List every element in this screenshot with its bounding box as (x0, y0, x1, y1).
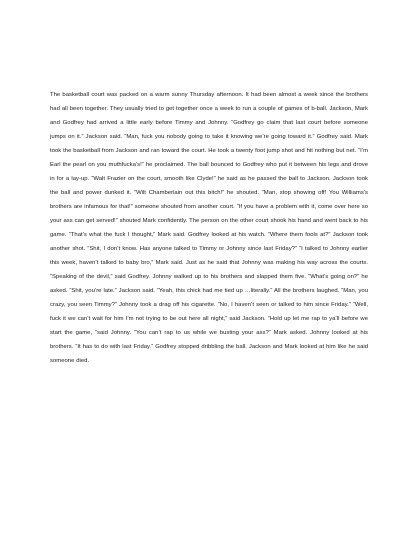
story-paragraph: The basketball court was packed on a warm sunny Thursday afternoon. It had been almost a week since the brothers had all been together. They usually tried to get together once a week to run a couple of games of b-ball. Jackson, Mark and Godfrey had arrived a little early before Timmy and Johnny. “Godfrey go claim that last court before someone jumps on it.” Jackson said. “Man, fuck you nobody going to take it knowing we’re going toward it.” Godfrey said. Mark took the basketball from Jackson and ran toward the court. He took a twenty foot jump shot and hit nothing but net. “I’m Earl the pearl on you muthfucka’s!” he proclaimed. The ball bounced to Godfrey who put it between his legs and drove in for a lay-up. “Walt Frazier on the court, smooth like Clyde!” he said as he passed the ball to Jackson. Jackson took the ball and power dunked it. “Wilt Chamberlain out this bitch!” he shouted. “Man, stop showing off! You Williams’s brothers are infamous for that!” someone shouted from another court. “If you have a problem with it, come over here so your ass can get served!” shouted Mark confidently. The person on the other court shook his hand and went back to his game. “That’s what the fuck I thought,” Mark said. Godfrey looked at his watch. “Where them fools at?” Jackson took another shot. “Shit, I don’t know. Has anyone talked to Timmy or Johnny since last Friday?” “I talked to Johnny earlier this week, haven’t talked to baby bro,” Mark said. Just as he said that Johnny was making his way across the courts. “Speaking of the devil,” said Godfrey. Johnny walked up to his brothers and slapped them five. “What’s going on?” he asked. “Shit, you’re late.” Jackson said. “Yeah, this chick had me tied up …literally.” All the brothers laughed. “Man, you crazy, you seen Timmy?” Johnny took a drag off his cigarette. “No, I haven’t seen or talked to him since Friday.” “Well, fuck it we can’t wait for him I’m not trying to be out here all night,” said Jackson. “Hold up let me rap to ya’ll before we start the game, “said Johnny. “You can’t rap to us while we busting your ass?” Mark asked. Johnny looked at his brothers. “It has to do with last Friday.” Godfrey stopped dribbling the ball. Jackson and Mark looked at him like he said someone died. (50, 92, 368, 364)
body-text-block (50, 88, 368, 368)
